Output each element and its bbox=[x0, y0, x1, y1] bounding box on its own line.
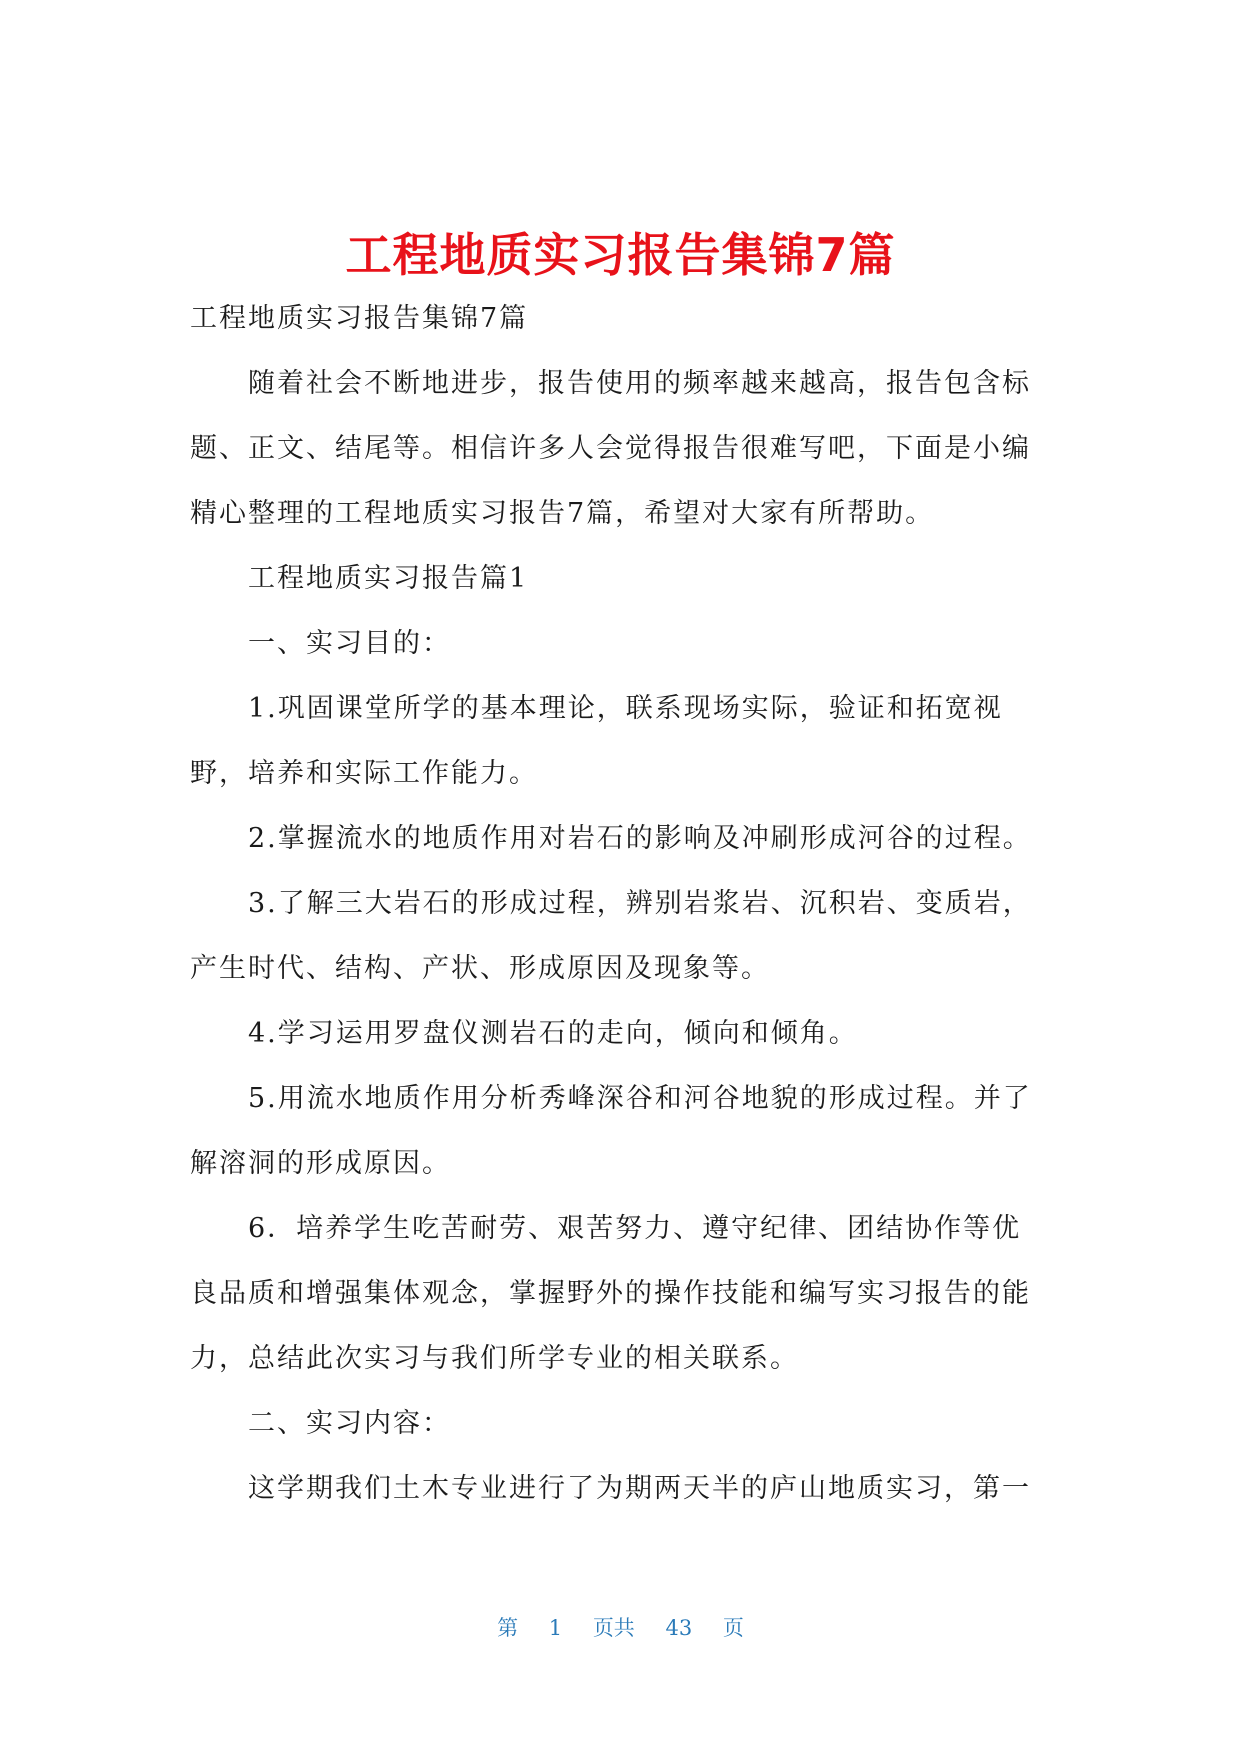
list-item: 2.掌握流水的地质作用对岩石的影响及冲刷形成河谷的过程。 bbox=[248, 823, 1032, 854]
list-item: 4.学习运用罗盘仪测岩石的走向，倾向和倾角。 bbox=[248, 1018, 858, 1049]
paragraph-intro: 随着社会不断地进步，报告使用的频率越来越高，报告包含标题、正文、结尾等。相信许多人会觉得报告很难写吧，下面是小编精心整理的工程地质实习报告7篇，希望对大家有所帮助。 bbox=[190, 368, 1031, 529]
page-label-prefix: 第 bbox=[497, 1616, 519, 1640]
section-heading-content: 二、实习内容： bbox=[248, 1408, 451, 1439]
page-number: 1 bbox=[548, 1616, 563, 1640]
list-item: 6．培养学生吃苦耐劳、艰苦努力、遵守纪律、团结协作等优良品质和增强集体观念，掌握野外的操作技能和编写实习报告的能力，总结此次实习与我们所学专业的相关联系。 bbox=[190, 1213, 1031, 1374]
page-footer bbox=[0, 1614, 1241, 1642]
document-body bbox=[190, 286, 1050, 1521]
paragraph-content: 这学期我们土木专业进行了为期两天半的庐山地质实习，第一 bbox=[248, 1473, 1031, 1504]
total-pages: 43 bbox=[665, 1616, 693, 1640]
page-label-suffix: 页 bbox=[722, 1616, 744, 1640]
section-heading-objectives: 一、实习目的： bbox=[248, 628, 451, 659]
list-item: 1.巩固课堂所学的基本理论，联系现场实际，验证和拓宽视野，培养和实际工作能力。 bbox=[190, 693, 1003, 789]
page-label-mid: 页共 bbox=[592, 1616, 635, 1640]
list-item: 3.了解三大岩石的形成过程，辨别岩浆岩、沉积岩、变质岩，产生时代、结构、产状、形成原因及现象等。 bbox=[190, 888, 1032, 984]
document-subtitle: 工程地质实习报告集锦7篇 bbox=[190, 303, 529, 334]
section-heading-part1: 工程地质实习报告篇1 bbox=[248, 563, 529, 594]
list-item: 5.用流水地质作用分析秀峰深谷和河谷地貌的形成过程。并了解溶洞的形成原因。 bbox=[190, 1083, 1032, 1179]
document-title: 工程地质实习报告集锦7篇 bbox=[345, 227, 896, 282]
